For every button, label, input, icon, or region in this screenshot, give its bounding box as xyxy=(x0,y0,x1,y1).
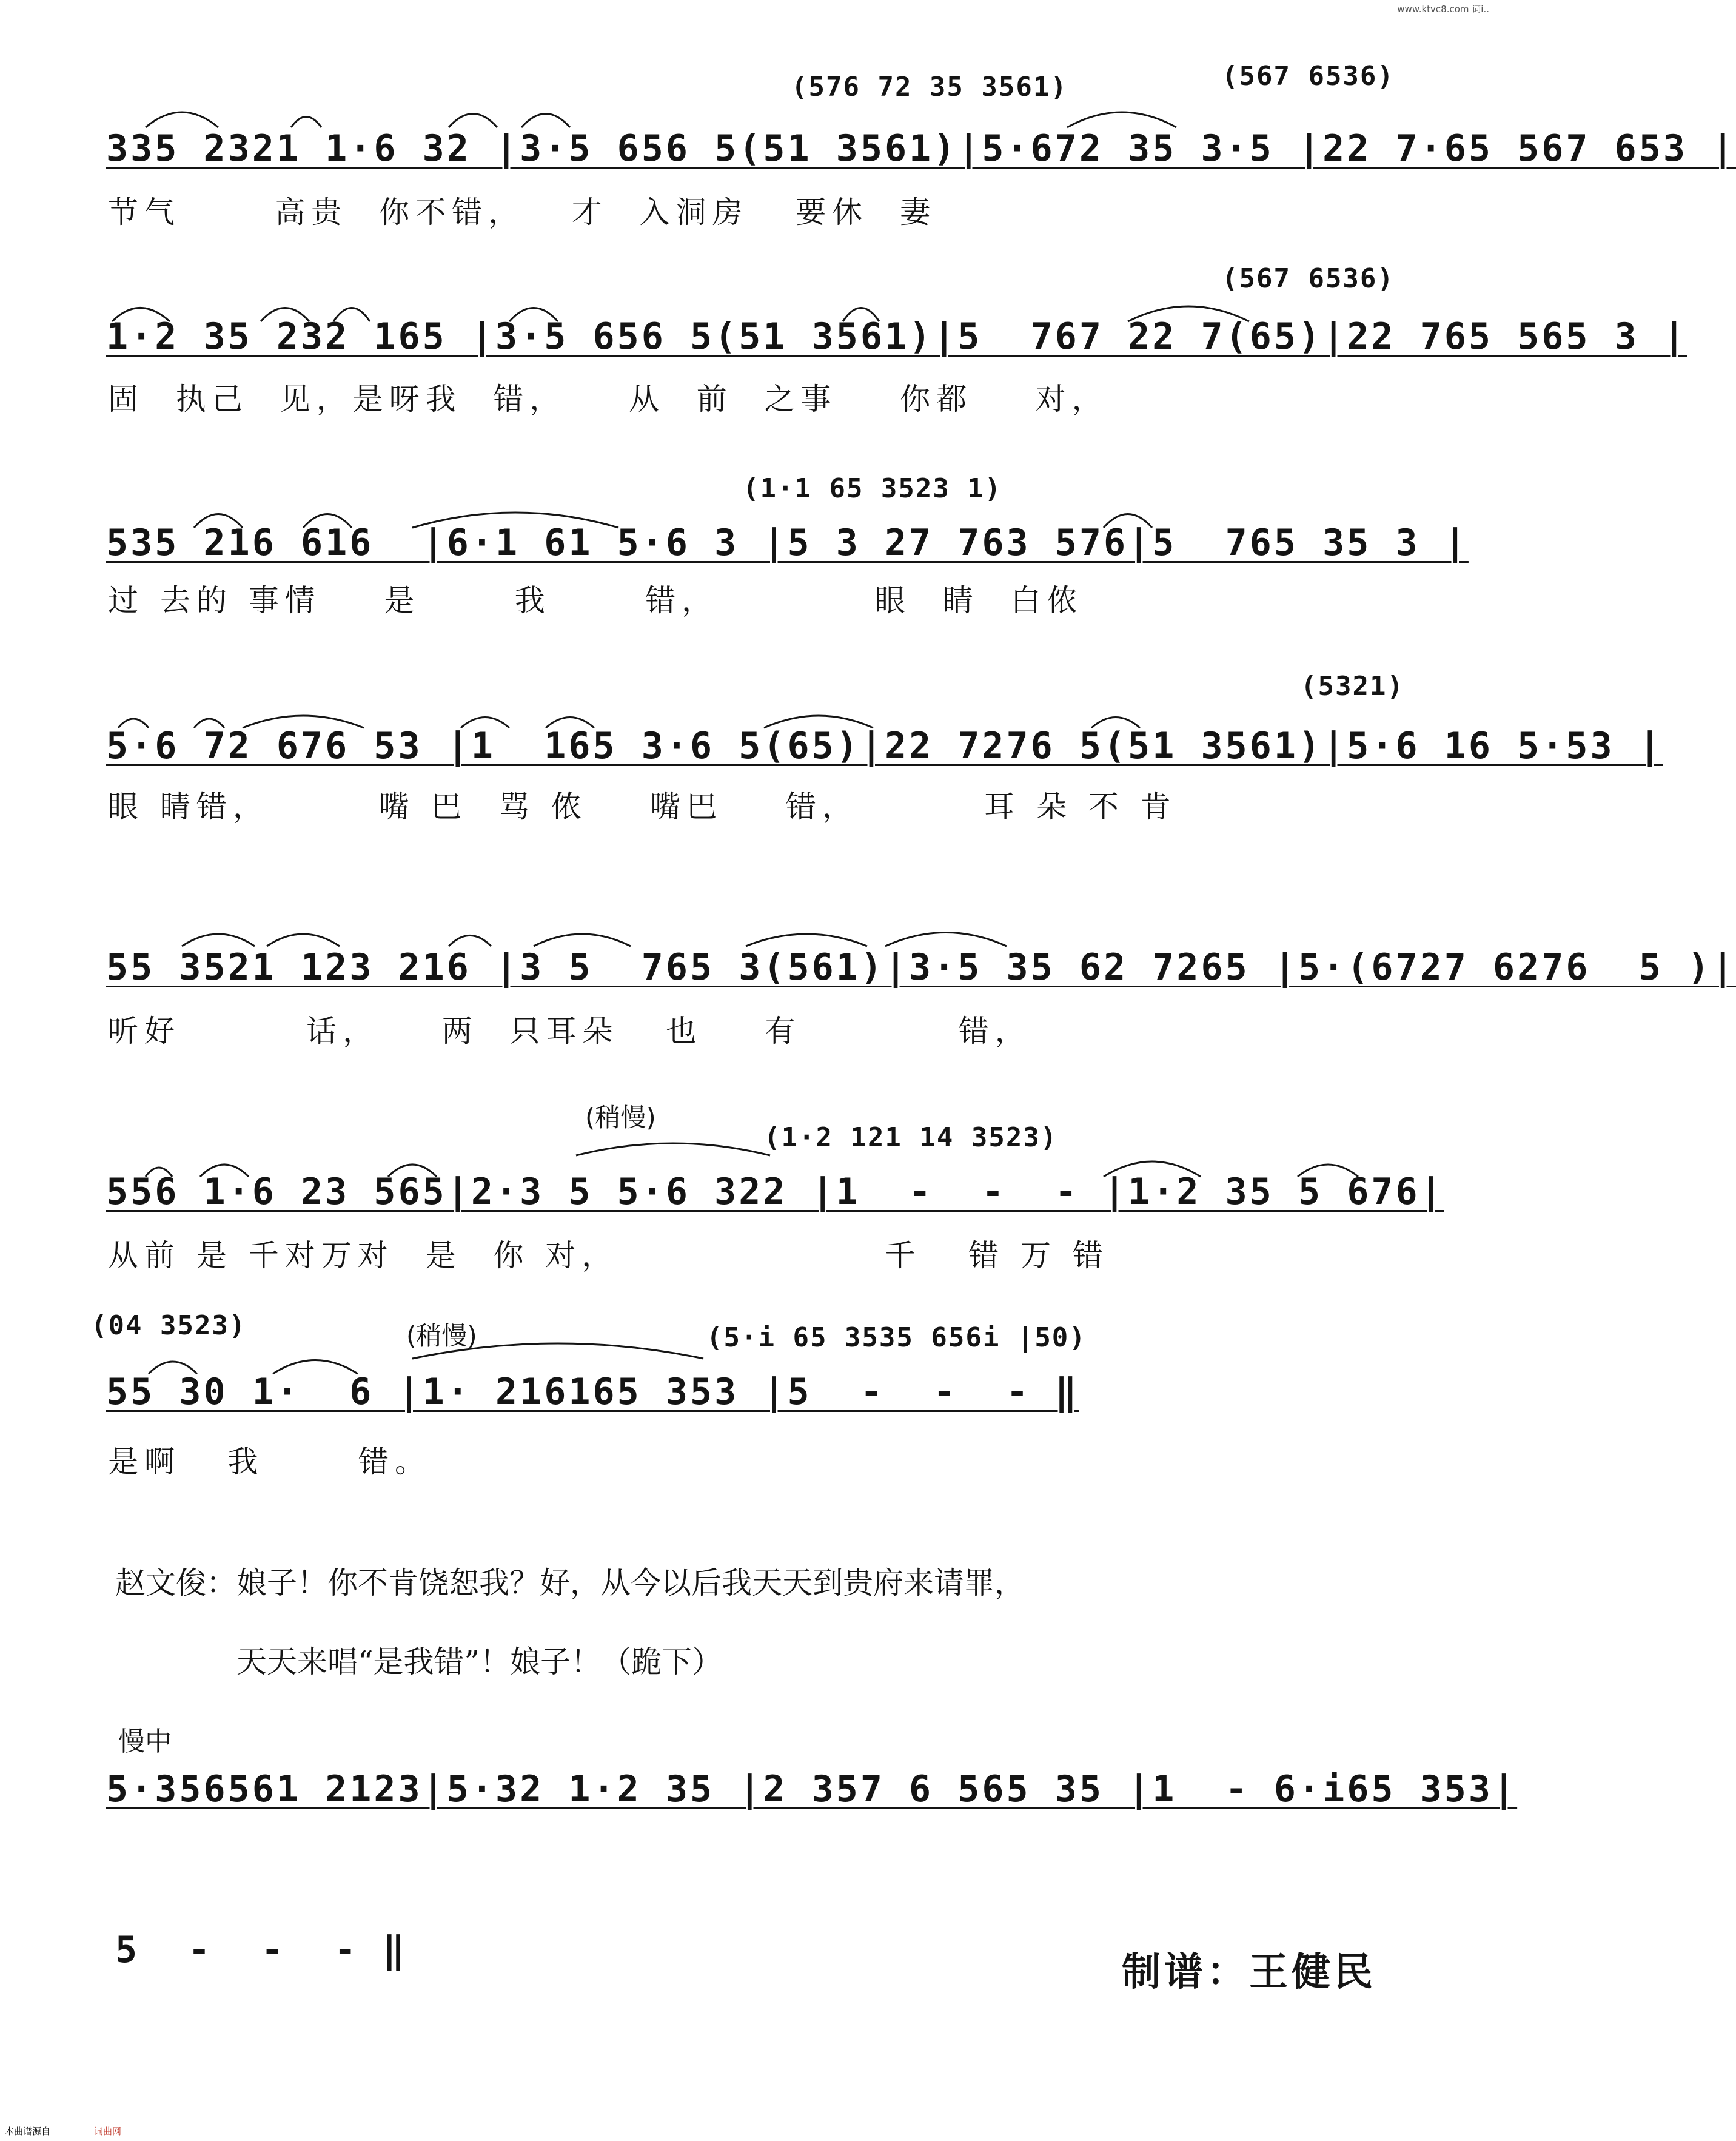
bracket-notes: (5321) xyxy=(1301,671,1404,702)
jianpu-notes: 335 2321 1·6 32 |3·5 656 5(51 3561)|5·672 35 3·5 |22 7·65 567 653 | xyxy=(106,127,1736,170)
slur-marks xyxy=(0,243,1504,364)
lyrics-row: 节气 高贵 你不错， 才 入洞房 要休 妻 xyxy=(108,195,937,230)
bracket-notes: (567 6536) xyxy=(1222,61,1395,92)
jianpu-notes: 55 30 1· 6 |1· 216165 353 |5 - - - ‖ xyxy=(106,1371,1079,1413)
bracket-notes: (5·i 65 3535 656i |50) xyxy=(706,1322,1087,1353)
bracket-notes: (1·1 65 3523 1) xyxy=(743,473,1002,504)
jianpu-notes: 5·6 72 676 53 |1 165 3·6 5(65)|22 7276 5(51 3561)|5·6 16 5·53 | xyxy=(106,725,1663,767)
slur-marks xyxy=(0,667,1504,788)
bracket-notes: (1·2 121 14 3523) xyxy=(764,1122,1058,1153)
jianpu-notes: 55 3521 123 216 |3 5 765 3(561)|3·5 35 62 7265 |5·(6727 6276 5 )| xyxy=(106,946,1736,989)
bracket-notes: (576 72 35 3561) xyxy=(791,72,1068,103)
footer-site: 词曲网 xyxy=(94,2126,122,2137)
lyrics-row: 固 执己 见，是呀我 错， 从 前 之事 你都 对， xyxy=(108,381,1108,417)
site-url: www.ktvc8.com 词i.. xyxy=(1397,4,1489,15)
jianpu-notes: 535 216 616 |6·1 61 5·6 3 |5 3 27 763 576|5 765 35 3 | xyxy=(106,522,1469,564)
bracket-notes: (04 3523) xyxy=(91,1310,247,1341)
arranger-credit: 制谱：王健民 xyxy=(1122,1949,1376,1995)
slur-marks xyxy=(0,1298,1504,1419)
jianpu-notes: 1·2 35 232 165 |3·5 656 5(51 3561)|5 767 22 7(65)|22 765 565 3 | xyxy=(106,315,1687,358)
slur-marks xyxy=(0,1098,1504,1219)
notation-row xyxy=(106,1747,1518,1838)
jianpu-notes: 556 1·6 23 565|2·3 5 5·6 322 |1 - - - |1·2 35 5 676| xyxy=(106,1171,1444,1213)
tempo-label: 慢中 xyxy=(118,1726,172,1757)
slur-marks xyxy=(0,55,1504,176)
slur-marks xyxy=(0,461,1504,582)
tempo-indication: (稍慢) xyxy=(406,1321,477,1351)
tempo-indication: (稍慢) xyxy=(585,1103,656,1132)
footer-source: 本曲谱源自 xyxy=(5,2126,51,2137)
dialogue-line: 天天来唱“是我错”！娘子！（跪下） xyxy=(236,1644,723,1679)
lyrics-row: 眼 睛错， 嘴 巴 骂 侬 嘴巴 错， 耳 朵 不 肯 xyxy=(108,789,1177,824)
jianpu-notes: 5 - - - ‖ xyxy=(115,1929,407,1971)
lyrics-row: 是啊 我 错。 xyxy=(108,1444,432,1479)
lyrics-row: 过 去的 事情 是 我 错， 眼 睛 白侬 xyxy=(108,583,1084,618)
jianpu-notes: 5·356561 2123|5·32 1·2 35 |2 357 6 565 35 |1 - 6·i65 353| xyxy=(106,1768,1518,1810)
dialogue-line: 赵文俊：娘子！你不肯饶恕我？好，从今以后我天天到贵府来请罪， xyxy=(115,1565,1025,1601)
lyrics-row: 听好 话， 两 只耳朵 也 有 错， xyxy=(108,1013,1031,1049)
lyrics-row: 从前 是 千对万对 是 你 对， 千 错 万 错 xyxy=(108,1238,1109,1273)
bracket-notes: (567 6536) xyxy=(1222,263,1395,294)
